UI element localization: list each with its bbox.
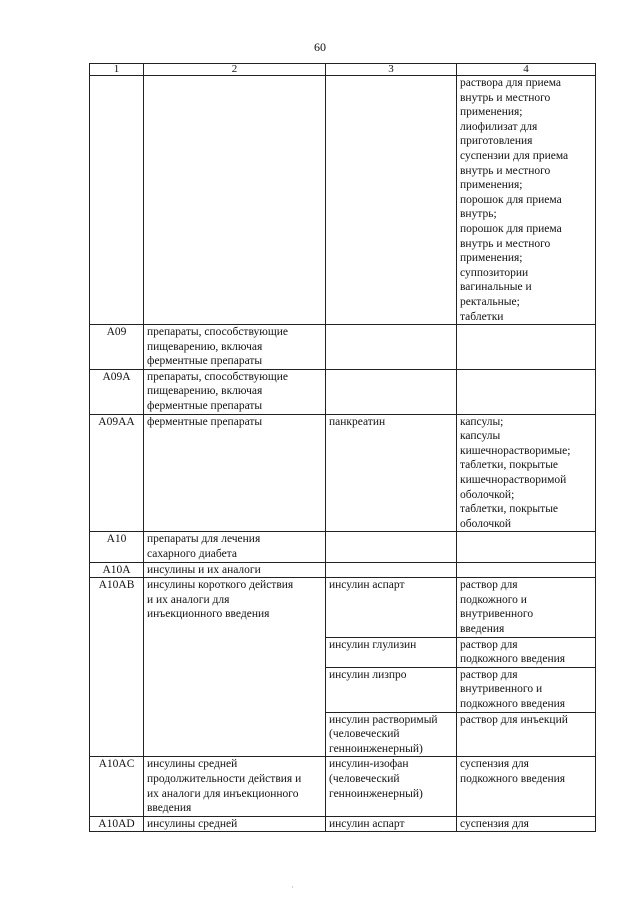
dosage-form-line: применения; [460,106,523,119]
anatomical-group [144,578,326,757]
drug-substance [326,667,457,712]
dosage-form [457,712,596,757]
atc-code: A09A [90,369,144,414]
anatomical-group-line: ферментные препараты [147,400,263,413]
dosage-form-line: подкожного введения [460,772,566,785]
column-number: 4 [457,64,596,76]
anatomical-group-line: инсулины средней [147,758,238,771]
dosage-form-line: применения; [460,252,523,265]
table-row [90,414,596,532]
drug-substance [326,532,457,562]
dosage-form-line: таблетки, покрытые [460,459,559,472]
dosage-form-line: кишечнорастворимой [460,474,567,487]
dosage-form-line: раствора для приема [460,77,562,89]
dosage-form-line: капсулы [460,430,501,443]
anatomical-group-line: и их аналоги для [147,593,230,606]
anatomical-group-line: ферментные препараты [147,355,263,368]
column-number-row [90,64,596,76]
dosage-form-line: применения; [460,179,523,192]
dosage-form [457,757,596,816]
table-row [90,816,596,832]
drug-substance-line: (человеческий [329,772,400,785]
atc-code: A10AB [90,578,144,757]
dosage-form-line: таблетки [460,310,504,323]
dosage-form-line: приготовления [460,135,533,148]
table-row [90,369,596,414]
anatomical-group-line: препараты, способствующие [147,370,288,383]
anatomical-group-line: пищеварению, включая [147,340,263,353]
dosage-form-line: вагинальные и [460,281,532,294]
anatomical-group-line: инсулины средней [147,817,238,830]
drug-substance [326,76,457,325]
table-row [90,562,596,578]
dosage-form [457,76,596,325]
atc-code: A10AC [90,757,144,816]
anatomical-group-line: пищеварению, включая [147,385,263,398]
dosage-form-line: подкожного и [460,593,527,606]
dosage-form-line: внутрь; [460,208,497,221]
drug-substance [326,757,457,816]
drug-substance [326,578,457,637]
drug-substance-line: инсулин растворимый [329,713,438,726]
scan-speck: · [291,883,294,892]
column-number: 1 [90,64,144,76]
dosage-form-line: суспензии для приема [460,149,569,162]
drug-substance-line: инсулин лизпро [329,668,407,681]
dosage-form-line: введения [460,622,505,635]
anatomical-group [144,757,326,816]
column-number: 2 [144,64,326,76]
table-row [90,757,596,816]
anatomical-group-line: инсулины короткого действия [147,579,294,592]
anatomical-group-line: введения [147,802,192,815]
dosage-form [457,532,596,562]
drug-table [89,63,596,832]
dosage-form-line: раствор для инъекций [460,713,568,726]
drug-substance-line: инсулин глулизин [329,638,417,651]
dosage-form-line: лиофилизат для [460,120,538,133]
dosage-form-line: внутривенного и [460,683,543,696]
atc-code: A09 [90,325,144,370]
anatomical-group-line: инсулины и их аналоги [147,563,261,576]
atc-code: A09AA [90,414,144,532]
drug-substance [326,816,457,832]
anatomical-group [144,325,326,370]
table-row [90,76,596,325]
dosage-form-line: внутрь и местного [460,91,551,104]
atc-code: A10A [90,562,144,578]
dosage-form-line: капсулы; [460,415,504,428]
drug-substance [326,562,457,578]
drug-substance [326,712,457,757]
dosage-form-line: суппозитории [460,266,529,279]
dosage-form-line: раствор для [460,668,518,681]
table-row [90,325,596,370]
drug-substance [326,369,457,414]
anatomical-group-line: ферментные препараты [147,415,263,428]
anatomical-group [144,562,326,578]
dosage-form [457,667,596,712]
column-number: 3 [326,64,457,76]
drug-substance-line: панкреатин [329,415,386,428]
dosage-form [457,637,596,667]
drug-substance [326,325,457,370]
dosage-form [457,414,596,532]
table-row [90,578,596,637]
table-row [90,532,596,562]
drug-substance-line: инсулин аспарт [329,817,405,830]
atc-code: A10AD [90,816,144,832]
dosage-form-line: подкожного введения [460,697,566,710]
dosage-form [457,816,596,832]
dosage-form-line: оболочкой [460,517,512,530]
atc-code: A10 [90,532,144,562]
anatomical-group [144,414,326,532]
dosage-form-line: внутрь и местного [460,164,551,177]
page-number: 60 [314,40,326,54]
dosage-form-line: суспензия для [460,817,529,830]
atc-code [90,76,144,325]
dosage-form-line: подкожного введения [460,653,566,666]
dosage-form [457,369,596,414]
anatomical-group-line: инъекционного введения [147,608,270,621]
dosage-form-line: раствор для [460,638,518,651]
dosage-form-line: порошок для приема [460,222,562,235]
anatomical-group-line: препараты для лечения [147,533,261,546]
anatomical-group-line: продолжительности действия и [147,772,302,785]
anatomical-group [144,816,326,832]
anatomical-group [144,369,326,414]
dosage-form [457,562,596,578]
anatomical-group [144,76,326,325]
dosage-form-line: таблетки, покрытые [460,503,559,516]
anatomical-group [144,532,326,562]
drug-substance [326,637,457,667]
dosage-form-line: оболочкой; [460,488,515,501]
drug-substance-line: генноинженерный) [329,742,423,755]
drug-substance-line: инсулин-изофан [329,758,409,771]
drug-substance [326,414,457,532]
dosage-form-line: внутрь и местного [460,237,551,250]
dosage-form-line: порошок для приема [460,193,562,206]
anatomical-group-line: сахарного диабета [147,548,237,560]
dosage-form [457,325,596,370]
dosage-form-line: раствор для [460,579,518,592]
anatomical-group-line: их аналоги для инъекционного [147,787,299,800]
dosage-form-line: кишечнорастворимые; [460,444,571,457]
anatomical-group-line: препараты, способствующие [147,326,288,339]
drug-substance-line: генноинженерный) [329,787,423,800]
dosage-form-line: внутривенного [460,608,534,621]
dosage-form-line: ректальные; [460,295,520,308]
dosage-form [457,578,596,637]
drug-substance-line: инсулин аспарт [329,579,405,592]
dosage-form-line: суспензия для [460,758,529,771]
drug-substance-line: (человеческий [329,728,400,741]
